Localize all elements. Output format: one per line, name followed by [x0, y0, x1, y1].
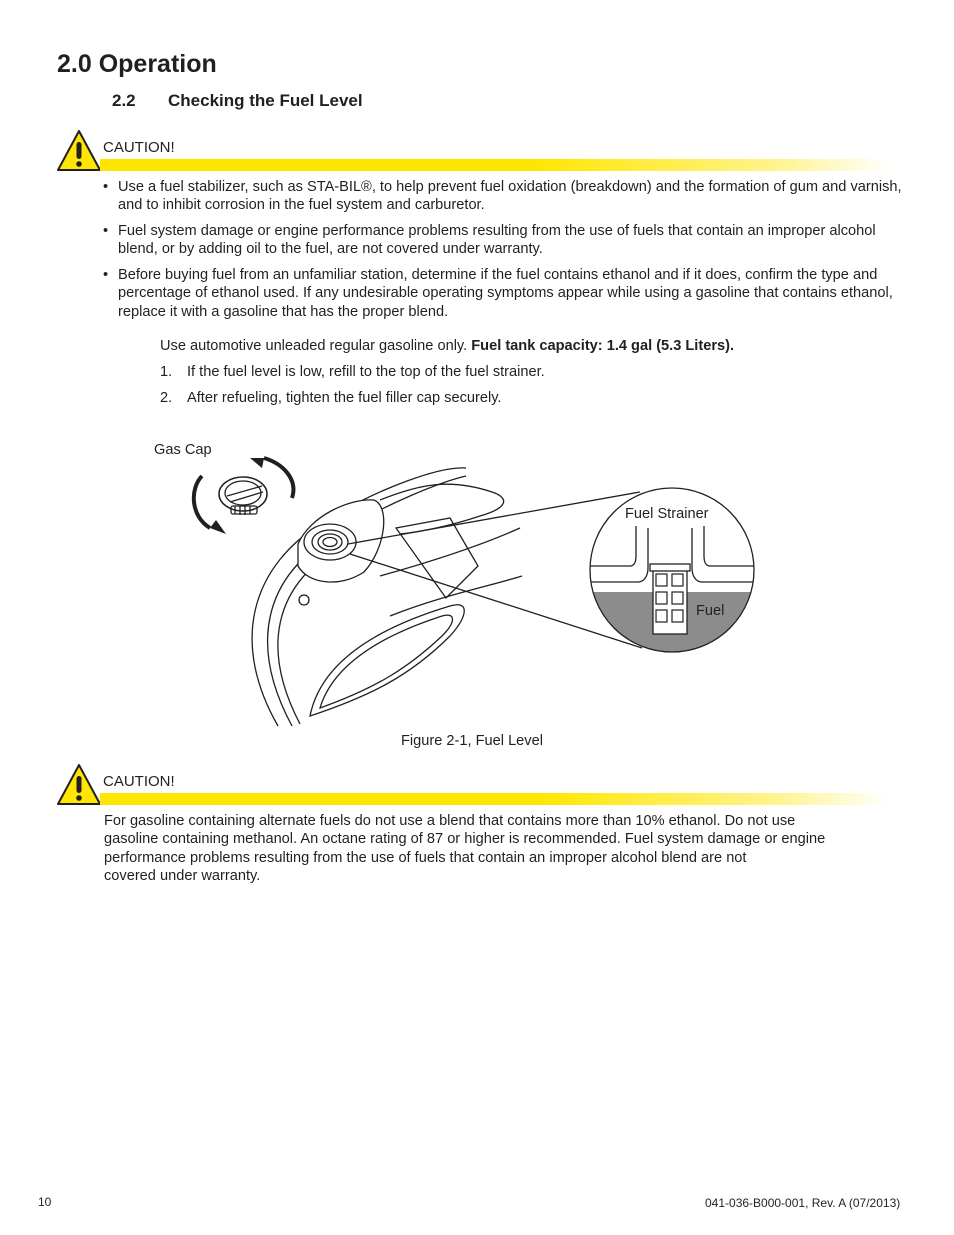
chapter-title: 2.0 Operation — [57, 50, 217, 78]
step-text: After refueling, tighten the fuel filler cap securely. — [187, 390, 502, 406]
paragraph-line: covered under warranty. — [104, 867, 261, 884]
list-item: • Fuel system damage or engine performance problems resulting from the use of fuels that contain an improper alcohol blend, or by adding oil to the fuel, are not covered under warranty. — [103, 222, 903, 259]
step-number: 1. — [160, 364, 173, 380]
step-number: 2. — [160, 390, 173, 406]
warning-icon — [56, 128, 102, 174]
fuel-level-figure — [150, 436, 770, 728]
page-number: 10 — [38, 1195, 52, 1209]
caution-banner — [56, 762, 890, 808]
gas-cap-label: Gas Cap — [154, 442, 212, 458]
warning-icon — [56, 762, 102, 808]
paragraph-line: For gasoline containing alternate fuels do not use a blend that contains more than 10% ethanol. Do not use — [104, 813, 796, 829]
fuel-tank-illustration — [150, 436, 770, 728]
usage-text: Use automotive unleaded regular gasoline only. — [160, 338, 472, 354]
step-1 — [160, 364, 860, 380]
list-item: • Before buying fuel from an unfamiliar station, determine if the fuel contains ethanol and if it does, confirm the type and percentage of ethanol used. If any undesirable operating symptoms appear while using a gasoline that contains ethanol, replace it with a gasoline that has the proper blend. — [103, 266, 903, 321]
list-item: • Use a fuel stabilizer, such as STA-BIL®, to help prevent fuel oxidation (breakdown) and the formation of gum and varnish, and to inhibit corrosion in the fuel system and carburetor. — [103, 178, 903, 215]
caution-paragraph — [104, 812, 894, 885]
step-text: If the fuel level is low, refill to the top of the fuel strainer. — [187, 364, 545, 380]
caution-label: CAUTION! — [103, 773, 175, 790]
fuel-usage-note — [160, 338, 734, 354]
step-2 — [160, 390, 860, 406]
caution-banner — [56, 128, 890, 174]
fuel-strainer-label: Fuel Strainer — [625, 506, 709, 522]
caution-bullet-list — [103, 178, 903, 329]
section-title: Checking the Fuel Level — [168, 91, 363, 110]
figure-caption: Figure 2-1, Fuel Level — [401, 733, 543, 749]
caution-bar — [100, 793, 890, 805]
paragraph-line: performance problems resulting from the use of fuels that contain an improper alcohol blend are not — [104, 849, 747, 866]
fuel-label: Fuel — [696, 603, 725, 619]
section-number: 2.2 — [112, 91, 136, 110]
caution-bar — [100, 159, 890, 171]
paragraph-line: gasoline containing methanol. An octane rating of 87 or higher is recommended. Fuel system damage or engine — [104, 831, 826, 848]
document-number: 041-036-B000-001, Rev. A (07/2013) — [705, 1196, 901, 1210]
tank-capacity: Fuel tank capacity: 1.4 gal (5.3 Liters). — [471, 338, 735, 354]
caution-label: CAUTION! — [103, 139, 175, 156]
